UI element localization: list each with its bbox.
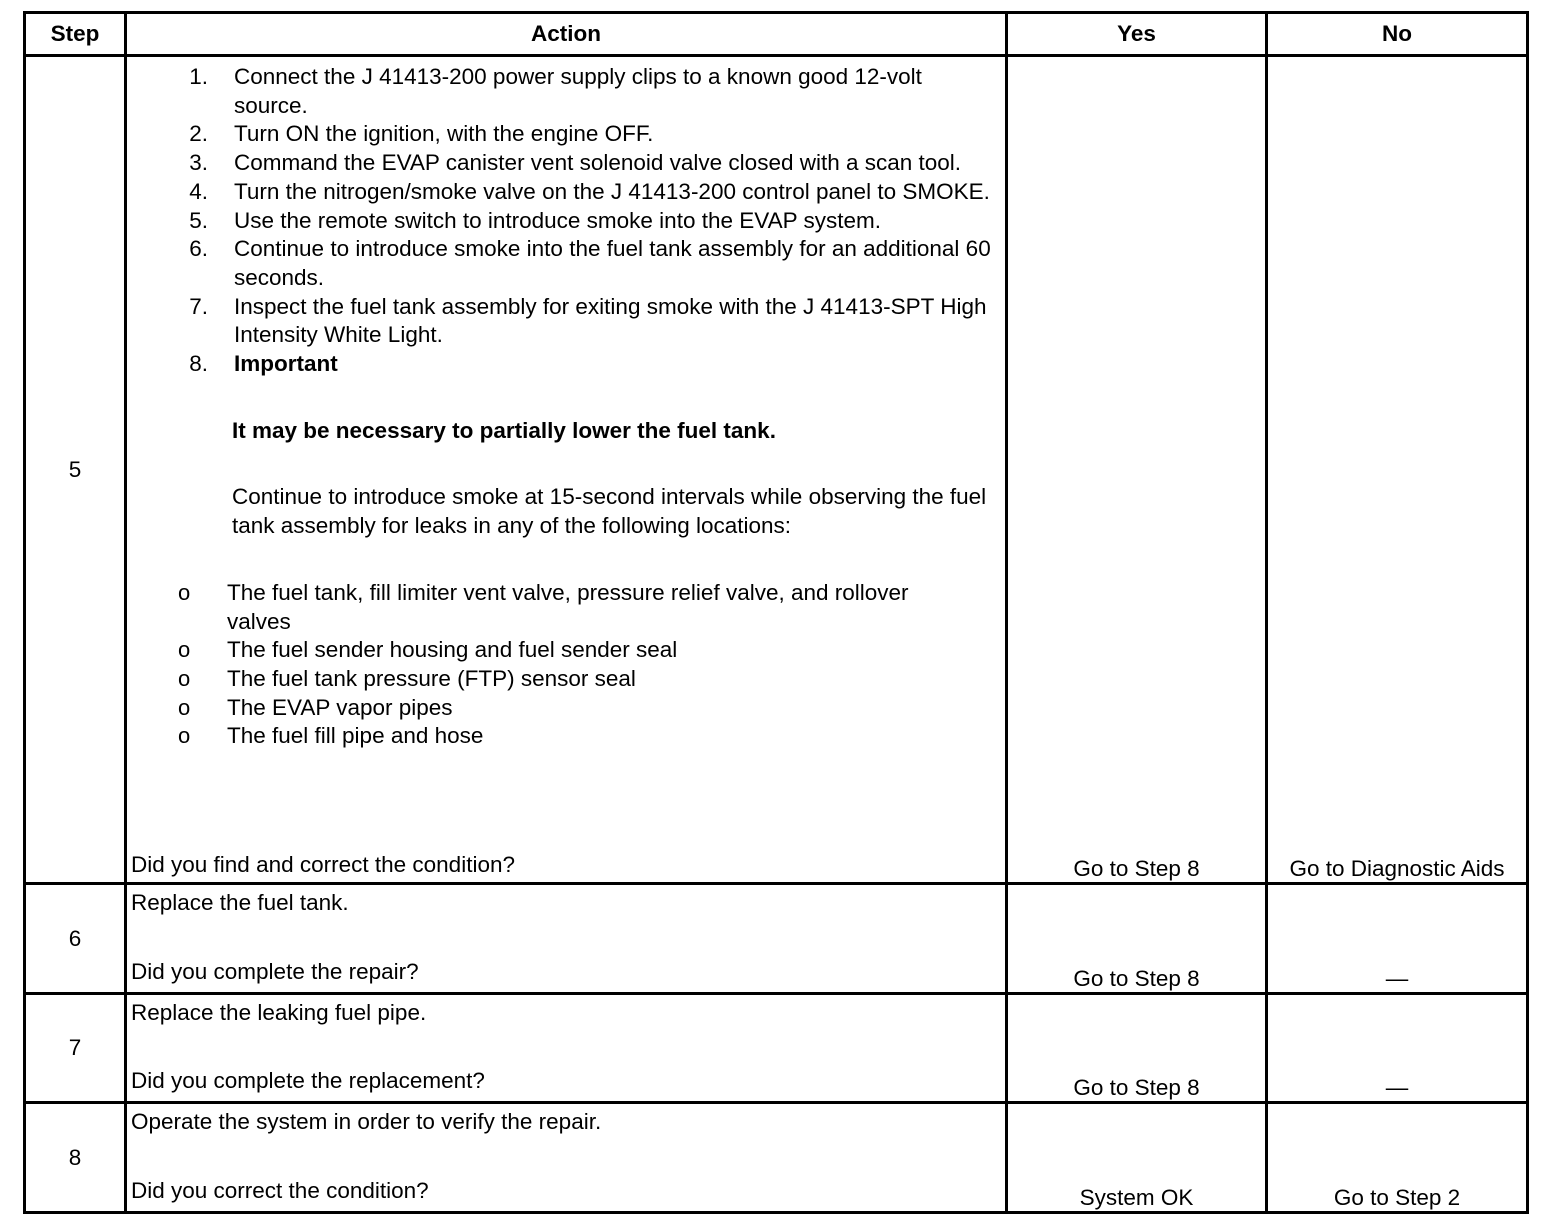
- table-row-step-5: [25, 56, 1528, 884]
- step-number: 6: [25, 884, 126, 994]
- action-cell: [126, 884, 1007, 994]
- table-row-step-6: [25, 884, 1528, 994]
- list-item: o The fuel tank, fill limiter vent valve, pressure relief valve, and rollover valves: [127, 579, 1005, 636]
- continue-text: Continue to introduce smoke at 15-second intervals while observing the fuel tank assembly for leaks in any of the following locations:: [232, 484, 987, 539]
- header-no: No: [1267, 13, 1528, 56]
- important-note: It may be necessary to partially lower the fuel tank.: [232, 417, 776, 443]
- step-number: 7: [25, 994, 126, 1103]
- table-row-step-7: [25, 994, 1528, 1103]
- yes-cell: Go to Step 8: [1007, 56, 1267, 884]
- step-number: 8: [25, 1103, 126, 1213]
- table-row-step-8: [25, 1103, 1528, 1213]
- no-cell: —: [1267, 884, 1528, 994]
- yes-cell: System OK: [1007, 1103, 1267, 1213]
- header-row: [25, 13, 1528, 56]
- list-item: 8. Important: [127, 350, 1005, 379]
- list-item: o The EVAP vapor pipes: [127, 694, 1005, 723]
- bullet-icon: o: [178, 665, 191, 691]
- header-action: Action: [126, 13, 1007, 56]
- list-item: 3. Command the EVAP canister vent solenoid valve closed with a scan tool.: [189, 150, 962, 176]
- question-text: Did you correct the condition?: [131, 1178, 429, 1203]
- yes-cell: Go to Step 8: [1007, 884, 1267, 994]
- action-text: Replace the fuel tank.: [131, 890, 349, 915]
- list-item: o The fuel tank pressure (FTP) sensor seal: [127, 665, 1005, 694]
- list-item: 5. Use the remote switch to introduce smoke into the EVAP system.: [189, 207, 881, 233]
- header-step: Step: [25, 13, 126, 56]
- action-text: Replace the leaking fuel pipe.: [131, 1000, 427, 1025]
- bullet-icon: o: [178, 723, 191, 749]
- locations-list: [127, 579, 1005, 751]
- step-number: 5: [25, 56, 126, 884]
- header-yes: Yes: [1007, 13, 1267, 56]
- question-text: Did you find and correct the condition?: [131, 852, 515, 877]
- list-item: 6. Continue to introduce smoke into the fuel tank assembly for an additional 60 seconds.: [189, 236, 991, 290]
- list-item: o The fuel sender housing and fuel sender seal: [127, 636, 1005, 665]
- bullet-icon: o: [178, 694, 191, 720]
- action-steps-list: [127, 63, 1005, 379]
- question-text: Did you complete the replacement?: [131, 1068, 485, 1093]
- bullet-icon: o: [178, 637, 191, 663]
- action-cell: [126, 994, 1007, 1103]
- list-item: 7. Inspect the fuel tank assembly for exiting smoke with the J 41413-SPT High Intensity White Light.: [189, 293, 987, 348]
- action-text: Operate the system in order to verify the repair.: [131, 1109, 602, 1134]
- no-cell: —: [1267, 994, 1528, 1103]
- question-text: Did you complete the repair?: [131, 959, 419, 984]
- yes-cell: Go to Step 8: [1007, 994, 1267, 1103]
- list-item: 1. Connect the J 41413-200 power supply clips to a known good 12-volt source.: [189, 64, 922, 118]
- diagnostic-table: [23, 11, 1529, 1214]
- list-item: 2. Turn ON the ignition, with the engine OFF.: [189, 121, 654, 147]
- bullet-icon: o: [178, 579, 191, 605]
- list-item: o The fuel fill pipe and hose: [127, 722, 1005, 751]
- no-cell: Go to Step 2: [1267, 1103, 1528, 1213]
- list-item: 4. Turn the nitrogen/smoke valve on the J 41413-200 control panel to SMOKE.: [189, 178, 990, 204]
- no-cell: Go to Diagnostic Aids: [1267, 56, 1528, 884]
- important-label: Important: [234, 351, 338, 377]
- action-cell: [126, 56, 1007, 884]
- action-cell: [126, 1103, 1007, 1213]
